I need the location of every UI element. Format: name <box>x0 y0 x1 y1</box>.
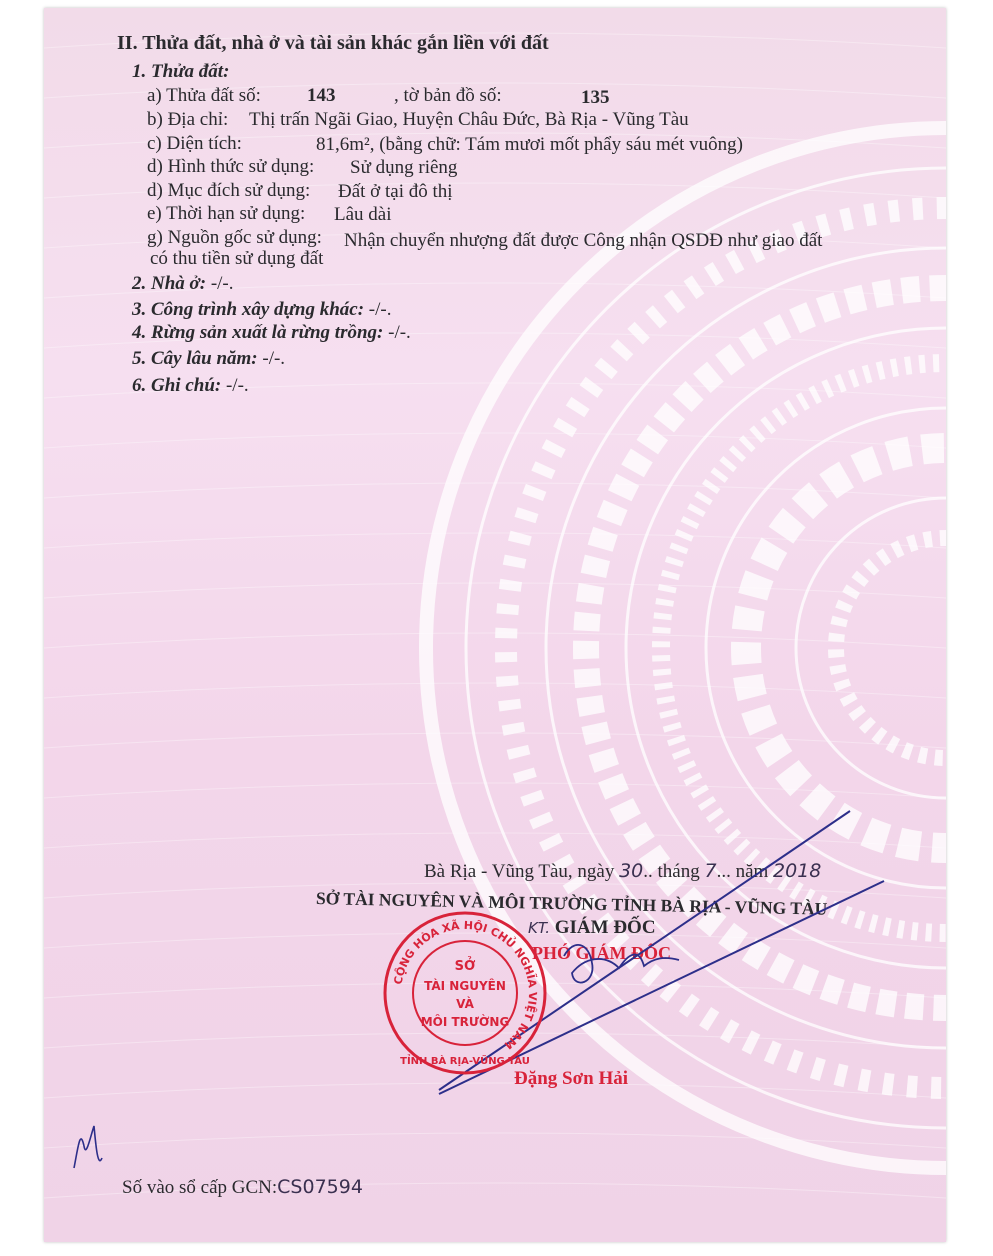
item-house-value: -/-. <box>210 273 234 294</box>
seal-ring-text: CỘNG HÒA XÃ HỘI CHỦ NGHĨA VIỆT NAM <box>391 918 540 1052</box>
parcel-number: 143 <box>307 85 336 106</box>
address-value: Thị trấn Ngãi Giao, Huyện Châu Đức, Bà Rịa - Vũng Tàu <box>249 109 689 130</box>
area-value: 81,6m², (bằng chữ: Tám mươi mốt phẩy sáu mét vuông) <box>316 134 744 155</box>
item-forest-label: 4. Rừng sản xuất là rừng trồng: <box>132 322 384 343</box>
item-construction-value: -/-. <box>368 299 392 320</box>
term-label: e) Thời hạn sử dụng: <box>147 203 306 224</box>
term-value: Lâu dài <box>334 204 392 225</box>
parcel-label: a) Thửa đất số: <box>147 85 261 106</box>
date-year-label: năm <box>735 861 769 882</box>
date-month: 7 <box>704 860 717 882</box>
role-title: GIÁM ĐỐC <box>554 917 656 938</box>
date-prefix: Bà Rịa - Vũng Tàu, ngày <box>424 861 615 882</box>
date-day: 30 <box>619 860 644 882</box>
item-perennial-label: 5. Cây lâu năm: <box>132 348 258 369</box>
certificate-content <box>44 8 946 1242</box>
map-label: , tờ bản đồ số: <box>394 85 502 106</box>
land-heading: 1. Thửa đất: <box>132 61 230 82</box>
seal-line-1: SỞ <box>454 959 476 974</box>
purpose-value: Đất ở tại đô thị <box>338 181 453 202</box>
area-label: c) Diện tích: <box>147 133 242 154</box>
purpose-label: d) Mục đích sử dụng: <box>147 180 311 201</box>
seal-line-3: VÀ <box>456 997 474 1011</box>
item-notes-label: 6. Ghi chú: <box>132 375 222 396</box>
item-construction-label: 3. Công trình xây dựng khác: <box>132 299 365 320</box>
date-month-label: tháng <box>657 861 700 882</box>
address-label: b) Địa chỉ: <box>147 109 229 130</box>
registry-label: Số vào sổ cấp GCN: <box>122 1177 278 1198</box>
origin-label: g) Nguồn gốc sử dụng: <box>147 227 322 248</box>
kt-mark: KT. <box>528 919 550 937</box>
registry-number: CS07594 <box>277 1176 363 1198</box>
map-number: 135 <box>581 87 610 108</box>
usage-form-label: d) Hình thức sử dụng: <box>147 156 315 177</box>
signer-name: Đặng Sơn Hải <box>514 1068 628 1089</box>
deputy-role-stamp: PHÓ GIÁM ĐỐC <box>532 943 671 963</box>
usage-form-value: Sử dụng riêng <box>350 157 458 178</box>
origin-value-line2: có thu tiền sử dụng đất <box>150 248 324 269</box>
official-seal <box>380 908 550 1078</box>
date-year: 2018 <box>773 860 822 882</box>
item-house-label: 2. Nhà ở: <box>132 273 207 294</box>
seal-line-4: MÔI TRƯỜNG <box>420 1015 510 1029</box>
origin-value-line1: Nhận chuyển nhượng đất được Công nhận QSDĐ như giao đất <box>344 230 823 251</box>
section-title: II. Thửa đất, nhà ở và tài sản khác gắn liền với đất <box>117 32 549 54</box>
item-notes-value: -/-. <box>225 375 249 396</box>
date-line: Bà Rịa - Vũng Tàu, ngày 30.. tháng 7... năm 2018 <box>424 860 822 882</box>
item-perennial-value: -/-. <box>262 348 286 369</box>
item-forest-value: -/-. <box>388 322 411 343</box>
certificate-page <box>44 8 946 1242</box>
registry-line <box>122 1176 363 1199</box>
seal-bottom-text: TỈNH BÀ RỊA-VŨNG TÀU <box>400 1056 530 1067</box>
agency-name: SỞ TÀI NGUYÊN VÀ MÔI TRƯỜNG TỈNH BÀ RỊA - VŨNG TÀU <box>315 888 828 919</box>
seal-line-2: TÀI NGUYÊN <box>424 979 506 993</box>
